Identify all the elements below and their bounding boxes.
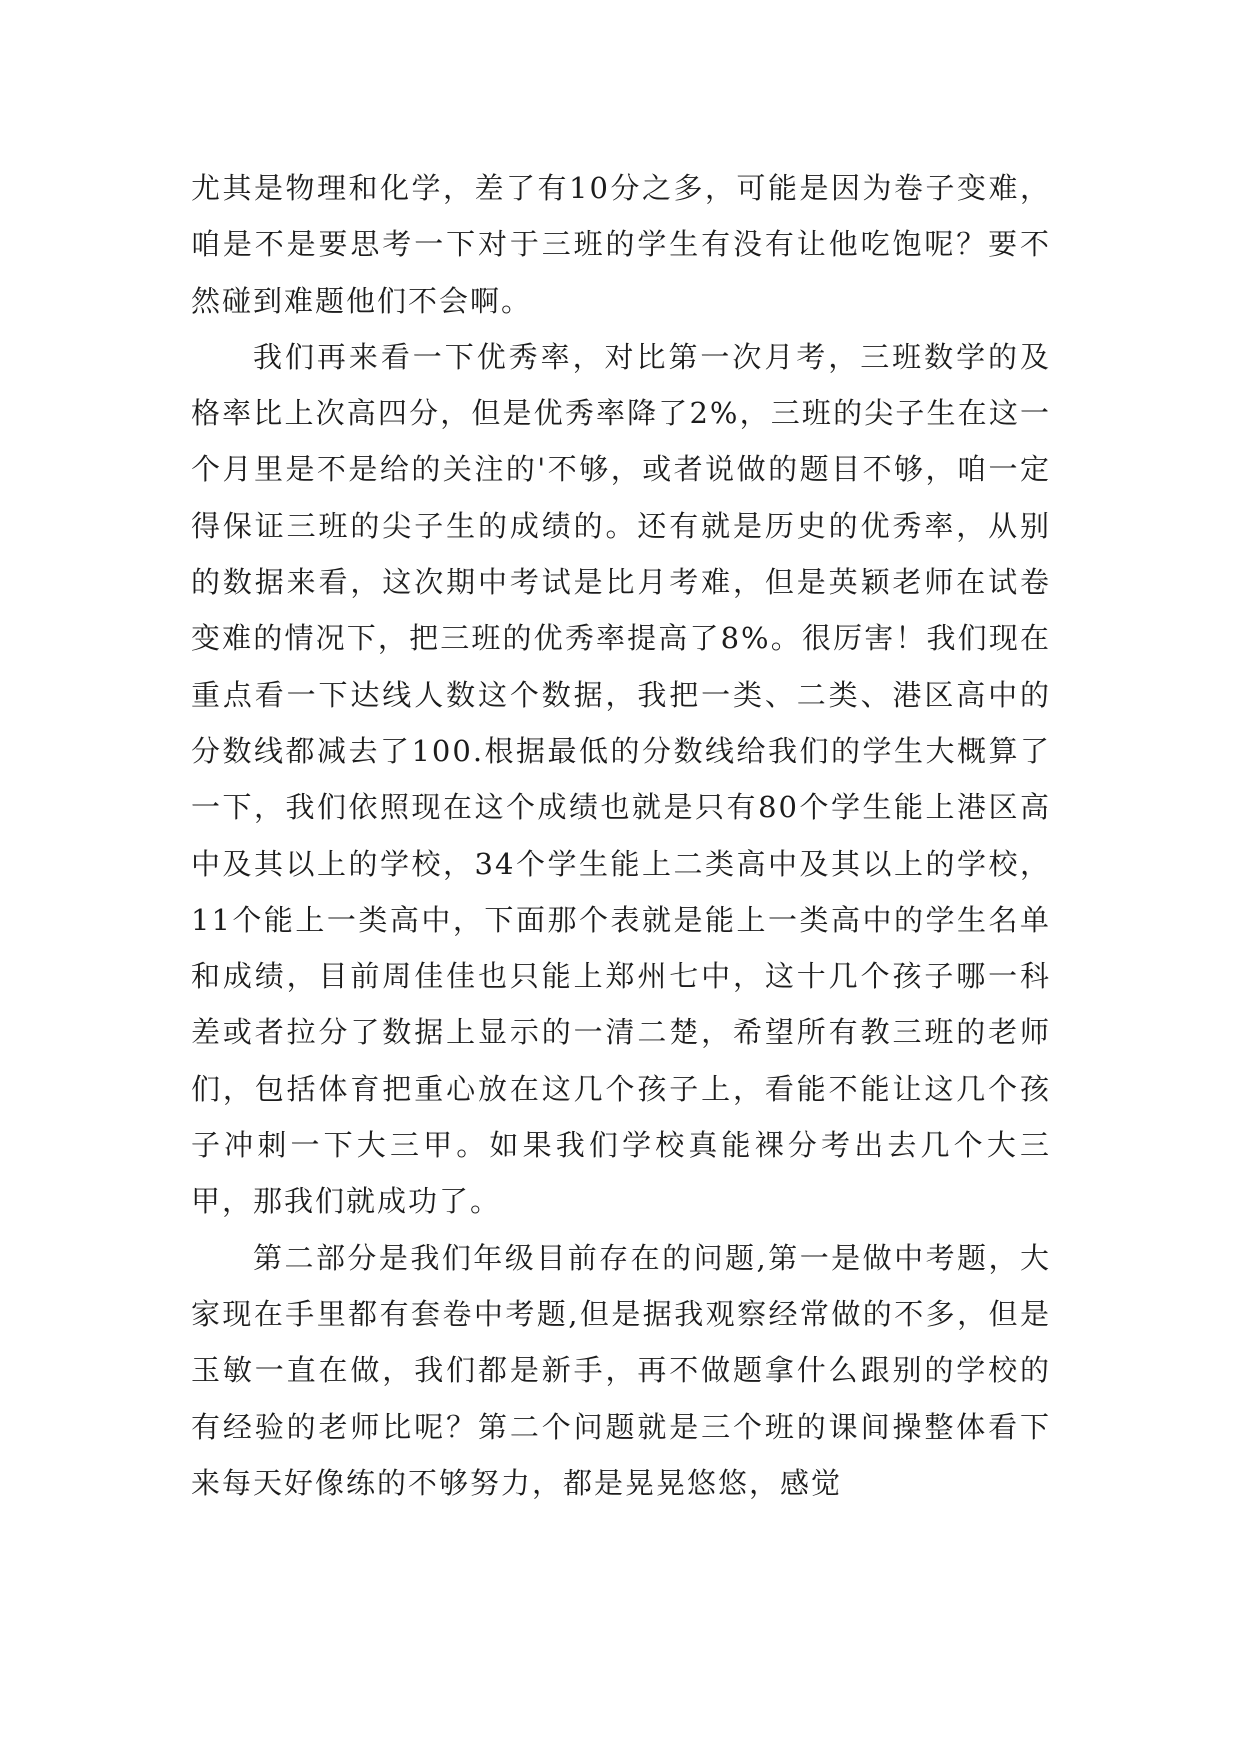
document-body: [191, 160, 1051, 1511]
paragraph-1: 尤其是物理和化学，差了有10分之多，可能是因为卷子变难，咱是不是要思考一下对于三班的学生有没有让他吃饱呢？要不然碰到难题他们不会啊。: [191, 171, 1051, 318]
paragraph-3: 第二部分是我们年级目前存在的问题,第一是做中考题，大家现在手里都有套卷中考题,但是据我观察经常做的不多，但是玉敏一直在做，我们都是新手，再不做题拿什么跟别的学校的有经验的老师比呢？第二个问题就是三个班的课间操整体看下来每天好像练的不够努力，都是晃晃悠悠，感觉: [191, 1240, 1051, 1500]
paragraph-2: 我们再来看一下优秀率，对比第一次月考，三班数学的及格率比上次高四分，但是优秀率降了2%，三班的尖子生在这一个月里是不是给的关注的'不够，或者说做的题目不够，咱一定得保证三班的尖子生的成绩的。还有就是历史的优秀率，从别的数据来看，这次期中考试是比月考难，但是英颖老师在试卷变难的情况下，把三班的优秀率提高了8%。很厉害！我们现在重点看一下达线人数这个数据，我把一类、二类、港区高中的分数线都减去了100.根据最低的分数线给我们的学生大概算了一下，我们依照现在这个成绩也就是只有80个学生能上港区高中及其以上的学校，34个学生能上二类高中及其以上的学校，11个能上一类高中，下面那个表就是能上一类高中的学生名单和成绩，目前周佳佳也只能上郑州七中，这十几个孩子哪一科差或者拉分了数据上显示的一清二楚，希望所有教三班的老师们，包括体育把重心放在这几个孩子上，看能不能让这几个孩子冲刺一下大三甲。如果我们学校真能裸分考出去几个大三甲，那我们就成功了。: [191, 339, 1051, 1219]
